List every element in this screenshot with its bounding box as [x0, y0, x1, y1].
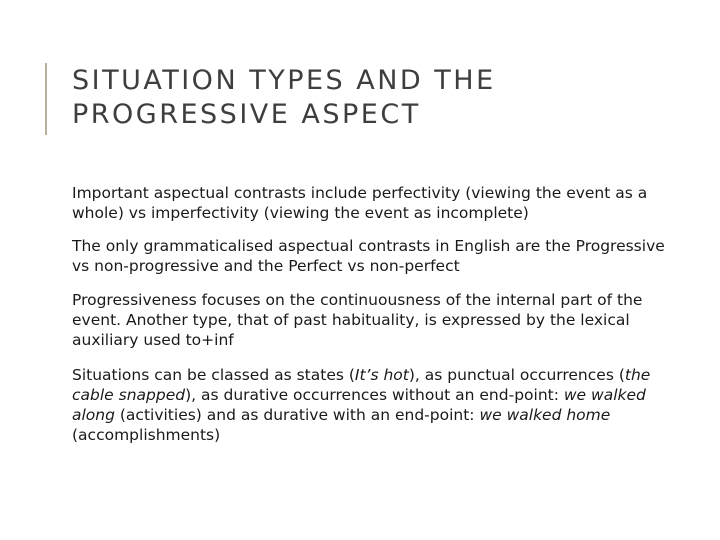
- text-segment: ), as punctual occurrences (: [408, 366, 625, 384]
- slide-body: [72, 183, 682, 459]
- paragraph-situation-types: [72, 365, 682, 445]
- paragraph-perfectivity: Important aspectual contrasts include perfectivity (viewing the event as a whole) vs imperfectivity (viewing the event as incomplete): [72, 184, 648, 222]
- text-segment: (activities) and as durative with an end-point:: [114, 406, 480, 424]
- text-segment: (accomplishments): [72, 426, 221, 444]
- example-its-hot: It’s hot: [354, 366, 409, 384]
- example-cable-snapped: the cable snapped: [72, 366, 651, 404]
- title-accent-bar: [45, 63, 47, 135]
- example-walked-along: we walked along: [72, 386, 646, 424]
- text-segment: Situations can be classed as states (: [72, 366, 355, 384]
- example-walked-home: we walked home: [479, 406, 611, 424]
- paragraph-grammaticalised-contrasts: The only grammaticalised aspectual contrasts in English are the Progressive vs non-progressive and the Perfect vs non-perfect: [72, 237, 665, 275]
- text-segment: ), as durative occurrences without an end-point:: [185, 386, 564, 404]
- slide-title: SITUATION TYPES AND THE PROGRESSIVE ASPECT: [72, 65, 496, 130]
- paragraph-progressiveness: Progressiveness focuses on the continuousness of the internal part of the event. Another type, that of past habituality, is expressed by the lexical auxiliary used to+inf: [72, 291, 643, 349]
